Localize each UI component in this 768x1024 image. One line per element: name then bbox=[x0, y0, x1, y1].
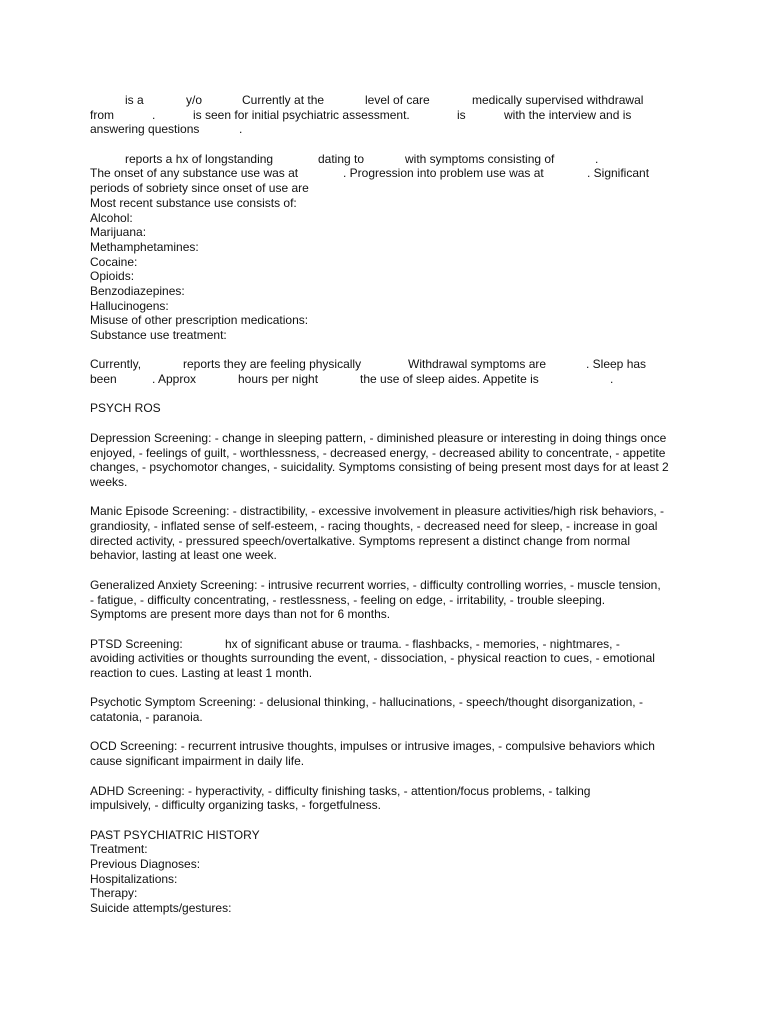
current-text: . bbox=[610, 372, 614, 387]
past-history-item: Therapy: bbox=[90, 886, 138, 901]
current-text: reports they are feeling physically bbox=[183, 357, 362, 372]
current-line-2 bbox=[90, 372, 690, 387]
history-text: The onset of any substance use was at bbox=[90, 166, 299, 181]
current-text: the use of sleep aides. Appetite is bbox=[360, 372, 539, 387]
adhd-screening: ADHD Screening: - hyperactivity, - difficulty finishing tasks, - attention/focus problems, - talking impulsively, - difficulty organizing tasks, - forgetfulness. bbox=[90, 783, 591, 813]
history-text: reports a hx of longstanding bbox=[125, 151, 274, 166]
intro-text: is seen for initial psychiatric assessment. bbox=[193, 107, 410, 122]
substance-item: Opioids: bbox=[90, 269, 135, 284]
intro-text: y/o bbox=[186, 93, 203, 107]
ptsd-text: hx of significant abuse or trauma. - flashbacks, - memories, - nightmares, - bbox=[225, 636, 620, 651]
substance-item: Alcohol: bbox=[90, 210, 133, 225]
history-text: periods of sobriety since onset of use are bbox=[90, 181, 309, 196]
past-history-item: Suicide attempts/gestures: bbox=[90, 901, 232, 916]
current-line-1 bbox=[90, 357, 690, 372]
past-history-item: Hospitalizations: bbox=[90, 871, 178, 886]
ocd-screening: OCD Screening: - recurrent intrusive thoughts, impulses or intrusive images, - compulsive behaviors which cause significant impairment in daily life. bbox=[90, 739, 655, 769]
substance-item: Marijuana: bbox=[90, 225, 147, 240]
intro-text: medically supervised withdrawal bbox=[472, 93, 644, 107]
intro-line-3 bbox=[90, 122, 690, 137]
intro-text: is bbox=[457, 107, 466, 122]
current-text: . Approx bbox=[152, 372, 197, 387]
intro-text: is a bbox=[125, 93, 144, 107]
psych-ros-heading: PSYCH ROS bbox=[90, 401, 161, 416]
manic-screening: Manic Episode Screening: - distractibility, - excessive involvement in pleasure activities/high risk behaviors, - grandiosity, - inflated sense of self-esteem, - racing thoughts, - decreased need for sleep, - increase in goal directed activity, - pressured speech/overtalkative. Symptoms represent a distinct change from normal behavior, lasting at least one week. bbox=[90, 504, 665, 563]
substance-item: Benzodiazepines: bbox=[90, 283, 185, 298]
history-text: dating to bbox=[318, 151, 365, 166]
intro-text: . bbox=[152, 107, 156, 122]
history-line-3 bbox=[90, 181, 690, 196]
recent-use-label: Most recent substance use consists of: bbox=[90, 195, 297, 210]
intro-text: level of care bbox=[365, 93, 430, 107]
history-text: . bbox=[595, 151, 599, 166]
substance-item: Hallucinogens: bbox=[90, 298, 169, 313]
ptsd-label: PTSD Screening: bbox=[90, 636, 183, 651]
history-line-1 bbox=[90, 152, 690, 167]
history-text: . Progression into problem use was at bbox=[343, 166, 544, 181]
history-text: . Significant bbox=[587, 166, 650, 181]
ptsd-screening bbox=[90, 637, 690, 681]
past-history-heading: PAST PSYCHIATRIC HISTORY bbox=[90, 827, 260, 842]
current-text: Withdrawal symptoms are bbox=[408, 357, 547, 372]
depression-screening: Depression Screening: - change in sleeping pattern, - diminished pleasure or interesting in doing things once enjoyed, - feelings of guilt, - worthlessness, - decreased energy, - decreased ability to concentrate, - appetite changes, - psychomotor changes, - suicidality. Symptoms consisting of being present most days for at least 2 weeks. bbox=[90, 430, 669, 489]
intro-text: from bbox=[90, 107, 114, 122]
past-history-item: Treatment: bbox=[90, 842, 148, 857]
intro-line-2 bbox=[90, 108, 690, 123]
current-text: . Sleep has bbox=[586, 357, 647, 372]
document-page bbox=[90, 93, 690, 916]
current-text: hours per night bbox=[238, 372, 319, 387]
intro-text: Currently at the bbox=[242, 93, 325, 107]
intro-text: . bbox=[239, 122, 243, 137]
intro-line-1 bbox=[90, 93, 690, 108]
history-line-2 bbox=[90, 166, 690, 181]
psychotic-screening: Psychotic Symptom Screening: - delusional thinking, - hallucinations, - speech/thought disorganization, - catatonia, - paranoia. bbox=[90, 695, 643, 725]
current-text: been bbox=[90, 372, 117, 387]
substance-item: Misuse of other prescription medications: bbox=[90, 313, 309, 328]
substance-item: Methamphetamines: bbox=[90, 239, 199, 254]
history-text: with symptoms consisting of bbox=[405, 151, 555, 166]
past-history-item: Previous Diagnoses: bbox=[90, 857, 201, 872]
ptsd-text-rest: avoiding activities or thoughts surrounding the event, - dissociation, - physical reaction to cues, - emotional reaction to cues. Lasting at least 1 month. bbox=[90, 651, 655, 680]
substance-item: Substance use treatment: bbox=[90, 328, 227, 342]
intro-text: with the interview and is bbox=[504, 107, 632, 122]
substance-item: Cocaine: bbox=[90, 254, 138, 269]
intro-text: answering questions bbox=[90, 122, 200, 137]
anxiety-screening: Generalized Anxiety Screening: - intrusive recurrent worries, - difficulty controlling worries, - muscle tension, - fatigue, - difficulty concentrating, - restlessness, - feeling on edge, - irritability, - trouble sleeping. Symptoms are present more days than not for 6 months. bbox=[90, 577, 661, 622]
current-text: Currently, bbox=[90, 357, 142, 372]
